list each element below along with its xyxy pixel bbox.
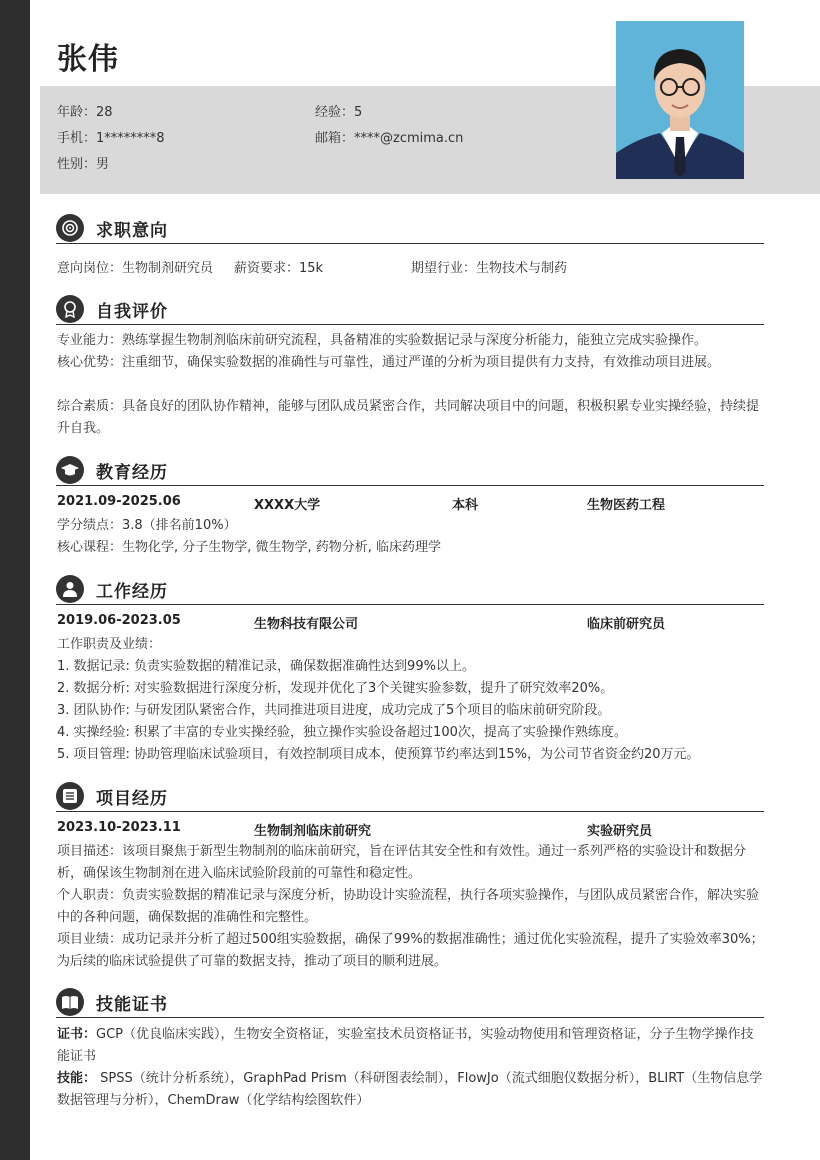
skill-label: 技能：: [57, 1071, 97, 1086]
section-education: [56, 456, 764, 486]
skill-text: SPSS（统计分析系统），GraphPad Prism（科研图表绘制），FlowJo（流式细胞仪数据分析），BLIRT（生物信息学数据管理与分析），ChemDraw（化学结构绘图软件）: [57, 1071, 763, 1108]
section-intent: [56, 214, 764, 244]
work-item: 1. 数据记录: 负责实验数据的精准记录，确保数据准确性达到99%以上。: [57, 659, 475, 674]
intent-industry: 期望行业：生物技术与制药: [411, 261, 568, 276]
email-info: 邮箱：****@zcmima.cn: [315, 131, 464, 146]
work-intro: 工作职责及业绩：: [57, 637, 162, 652]
project-description: 项目描述：该项目聚焦于新型生物制剂的临床前研究，旨在评估其安全性和有效性。通过一系列严格的实验设计和数据分析，确保该生物制剂在进入临床试验阶段前的可靠性和稳定性。: [57, 844, 747, 881]
self-eval-strength: 核心优势：注重细节，确保实验数据的准确性与可靠性，通过严谨的分析为项目提供有力支持，有效推动项目进展。: [57, 355, 721, 370]
cert-label: 证书：: [57, 1027, 97, 1042]
project-period: 2023.10-2023.11: [57, 820, 181, 835]
section-skills: [56, 988, 764, 1018]
education-school: XXXX大学: [254, 498, 321, 513]
section-title: 工作经历: [96, 582, 168, 602]
graduation-cap-icon: [56, 456, 84, 484]
section-title: 自我评价: [96, 302, 168, 322]
book-icon: [56, 988, 84, 1016]
list-icon: [56, 782, 84, 810]
left-accent-bar: [0, 0, 30, 1160]
profile-photo: [616, 21, 744, 179]
skills-certificates: [57, 1024, 765, 1068]
education-period: 2021.09-2025.06: [57, 494, 181, 509]
section-title: 求职意向: [96, 221, 168, 241]
work-item: 3. 团队协作: 与研发团队紧密合作，共同推进项目进度，成功完成了5个项目的临床前研究阶段。: [57, 703, 611, 718]
section-work: [56, 575, 764, 605]
work-item: 5. 项目管理: 协助管理临床试验项目，有效控制项目成本，使预算节约率达到15%，为公司节省资金约20万元。: [57, 747, 700, 762]
work-role: 临床前研究员: [587, 617, 666, 632]
project-result: 项目业绩：成功记录并分析了超过500组实验数据，确保了99%的数据准确性；通过优化实验流程，提升了实验效率30%；为后续的临床试验提供了可靠的数据支持，推动了项目的顺利进展。: [57, 932, 764, 969]
project-name: 生物制剂临床前研究: [254, 824, 372, 839]
work-item: 2. 数据分析: 对实验数据进行深度分析，发现并优化了3个关键实验参数，提升了研究效率20%。: [57, 681, 614, 696]
target-icon: [56, 214, 84, 242]
education-courses: 核心课程：生物化学, 分子生物学, 微生物学, 药物分析, 临床药理学: [57, 540, 442, 555]
skills-tools: [57, 1068, 765, 1112]
experience-info: 经验：5: [315, 105, 363, 120]
intent-salary: 薪资要求：15k: [234, 261, 324, 276]
person-icon: [56, 575, 84, 603]
self-eval-quality: 综合素质：具备良好的团队协作精神，能够与团队成员紧密合作，共同解决项目中的问题，积极积累专业实操经验，持续提升自我。: [57, 399, 760, 436]
section-title: 技能证书: [96, 995, 168, 1015]
work-company: 生物科技有限公司: [254, 617, 359, 632]
work-period: 2019.06-2023.05: [57, 613, 181, 628]
intent-position: 意向岗位：生物制剂研究员: [57, 261, 214, 276]
section-title: 教育经历: [96, 463, 168, 483]
work-item: 4. 实操经验: 积累了丰富的专业实操经验，独立操作实验设备超过100次，提高了实验操作熟练度。: [57, 725, 627, 740]
section-project: [56, 782, 764, 812]
candidate-name: 张伟: [57, 42, 119, 77]
education-gpa: 学分绩点：3.8（排名前10%）: [57, 518, 237, 533]
education-degree: 本科: [452, 498, 479, 513]
section-title: 项目经历: [96, 789, 168, 809]
phone-info: 手机：1********8: [57, 131, 165, 146]
education-major: 生物医药工程: [587, 498, 666, 513]
project-duty: 个人职责：负责实验数据的精准记录与深度分析，协助设计实验流程，执行各项实验操作，与团队成员紧密合作，解决实验中的各种问题，确保数据的准确性和完整性。: [57, 888, 760, 925]
medal-icon: [56, 295, 84, 323]
self-eval-professional: 专业能力：熟练掌握生物制剂临床前研究流程，具备精准的实验数据记录与深度分析能力，能独立完成实验操作。: [57, 333, 708, 348]
age-info: 年龄：28: [57, 105, 113, 120]
project-role: 实验研究员: [587, 824, 653, 839]
gender-info: 性别：男: [57, 157, 110, 172]
cert-text: GCP（优良临床实践），生物安全资格证，实验室技术员资格证书，实验动物使用和管理资格证，分子生物学操作技能证书: [57, 1027, 754, 1064]
section-self-eval: [56, 295, 764, 325]
